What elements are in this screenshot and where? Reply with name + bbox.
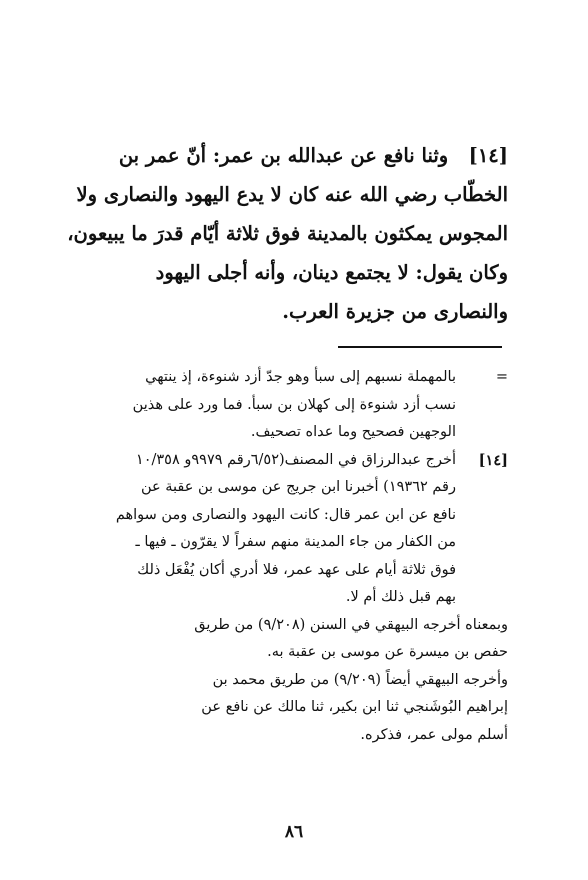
main-line: [١٤] وثنا نافع عن عبدالله بن عمر: أنّ عمر بن: [118, 144, 508, 167]
footnote-line: وبمعناه أخرجه البيهقي في السنن (٩/٢٠٨) من طريق: [194, 616, 508, 633]
footnote-line: نافع عن ابن عمر قال: كانت اليهود والنصارى ومن سواهم: [115, 506, 456, 523]
main-line: الخطّاب رضي الله عنه كان لا يدع اليهود والنصارى ولا: [76, 183, 508, 206]
footnote-continuation: [60, 364, 508, 447]
footnote-line: فوق ثلاثة أيام على عهد عمر، فلا أدري أكان يُفْعَل ذلك: [137, 561, 456, 578]
main-line: المجوس يمكثون بالمدينة فوق ثلاثة أيّام قدرَ ما يبيعون،: [67, 222, 508, 245]
footnote-line: من الكفار من جاء المدينة منهم سفراً لا يقرّون ـ فيها ـ: [135, 534, 456, 550]
footnote-line: نسب أزد شنوءة إلى كهلان بن سبأ. فما ورد على هذين: [132, 396, 456, 413]
footnote-line: أخرج عبدالرزاق في المصنف(٦/٥٢رقم ٩٩٧٩و ١٠/٣٥٨: [135, 451, 456, 468]
footnote-line: بهم قبل ذلك أم لا.: [345, 589, 456, 605]
main-line: والنصارى من جزيرة العرب.: [282, 300, 508, 323]
hadith-number: [١٤]: [468, 144, 508, 167]
footnotes: [60, 364, 508, 749]
footnote-separator: [338, 346, 502, 348]
footnote-line: وأخرجه البيهقي أيضاً (٩/٢٠٩) من طريق محمد بن: [212, 671, 508, 688]
footnote-line: بالمهملة نسبهم إلى سبأ وهو جدّ أزد شنوءة، إذ ينتهي: [145, 369, 456, 385]
footnote-number: [١٤]: [478, 451, 508, 469]
main-line: وكان يقول: لا يجتمع دينان، وأنه أجلى اليهود: [155, 261, 508, 284]
footnote-line: حفص بن ميسرة عن موسى بن عقبة به.: [267, 644, 508, 660]
page-number: ٨٦: [284, 822, 304, 842]
footnote-line: أسلم مولى عمر، فذكره.: [360, 726, 508, 743]
footnote-line: الوجهين فصحيح وما عداه تصحيف.: [250, 424, 456, 440]
footnote-line: إبراهيم البُوشَنجي ثنا ابن بكير، ثنا مالك عن نافع عن: [201, 699, 508, 715]
main-text: [62, 136, 508, 331]
footnote-14: [60, 447, 508, 612]
continuation-marker: =: [495, 369, 508, 385]
footnote-line: رقم ١٩٣٦٢) أخبرنا ابن جريج عن موسى بن عقبة عن: [140, 479, 456, 495]
